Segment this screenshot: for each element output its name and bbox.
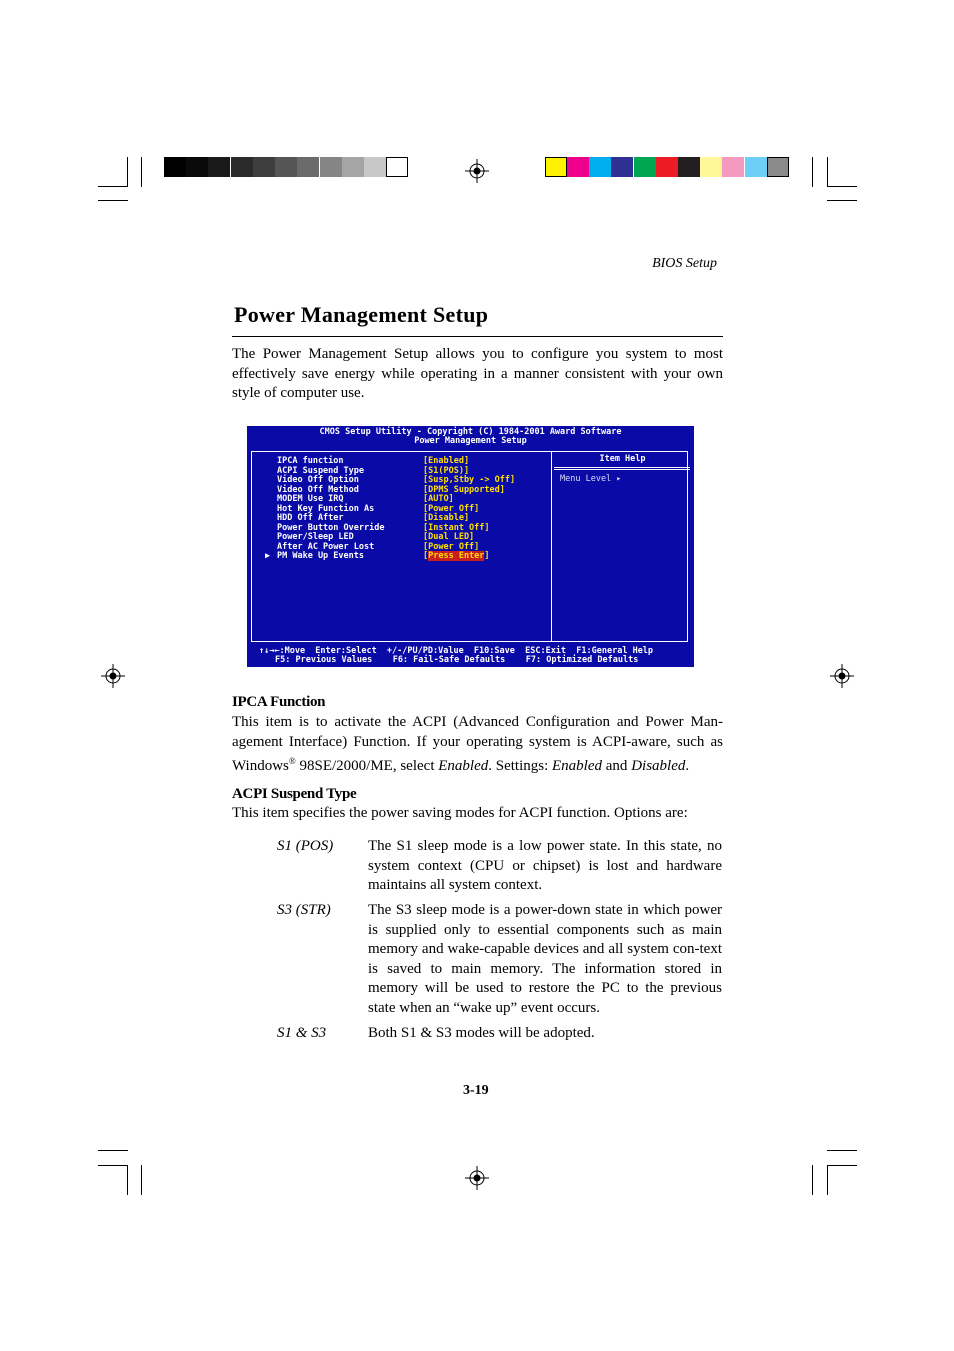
section-heading-acpi: ACPI Suspend Type — [232, 786, 357, 802]
bios-item-value[interactable]: [Enabled] — [423, 456, 470, 466]
option-term: S3 (STR) — [277, 902, 331, 918]
registration-mark-left — [101, 664, 125, 688]
bios-item-value[interactable]: [Power Off] — [423, 541, 480, 552]
running-header: BIOS Setup — [652, 256, 717, 271]
registration-mark-top — [465, 159, 489, 183]
bios-item-value-selected[interactable]: [Press Enter] — [423, 551, 490, 561]
help-rule — [554, 469, 690, 470]
ipca-enabled-setting: Enabled — [552, 758, 603, 774]
bios-item-value[interactable]: [AUTO] — [423, 494, 454, 504]
bios-item-label[interactable]: Video Off Method — [277, 484, 359, 495]
bios-panel-divider — [551, 451, 552, 642]
option-description: The S1 sleep mode is a low power state. In this state, no system context (CPU or chipset) is lost and hardware maintains all system context. — [368, 838, 722, 893]
page-number: 3-19 — [463, 1083, 489, 1098]
bios-item-label[interactable]: After AC Power Lost — [277, 541, 375, 552]
bios-item-value[interactable]: [Susp,Stby -> Off] — [423, 475, 516, 485]
page-title: Power Management Setup — [234, 302, 489, 327]
ipca-text: and — [602, 758, 632, 774]
ipca-text: 98SE/2000/ME, select — [295, 758, 439, 774]
bios-item-label[interactable]: Power Button Override — [277, 522, 385, 533]
submenu-arrow-icon: ▶ — [265, 551, 271, 561]
ipca-text: . — [685, 758, 690, 774]
selected-value-highlight[interactable]: Press Enter — [428, 551, 485, 561]
bios-item-label[interactable]: MODEM Use IRQ — [277, 494, 344, 504]
bios-header-subtitle: Power Management Setup — [414, 436, 527, 446]
option-description: Both S1 & S3 modes will be adopted. — [368, 1025, 595, 1041]
option-description: The S3 sleep mode is a power-down state in which power is supplied only to essential components such as main memory and wake-capable devices and all system con-text is saved to main memory. The information stored in memory will be used to restore the PC to the previous state when an “wake up” event occurs. — [368, 902, 722, 1016]
section-heading-ipca: IPCA Function — [232, 694, 326, 710]
bios-item-value[interactable]: [DPMS Supported] — [423, 484, 505, 495]
bios-key-legend-line2: F5: Previous Values F6: Fail-Safe Defaults F7: Optimized Defaults — [275, 655, 639, 665]
bios-screenshot — [247, 426, 694, 667]
ipca-enabled-term: Enabled — [438, 758, 489, 774]
registered-mark: ® — [288, 756, 296, 766]
option-term: S1 & S3 — [277, 1025, 327, 1041]
intro-paragraph: The Power Management Setup allows you to configure you system to most effectively save energy while operating in a manner consistent with your own style of computer use. — [232, 346, 723, 401]
menu-level-text: Menu Level ▸ — [560, 474, 622, 484]
bios-header-title: CMOS Setup Utility - Copyright (C) 1984-2001 Award Software — [319, 427, 622, 437]
ipca-paragraph — [232, 713, 723, 777]
bios-item-value[interactable]: [Dual LED] — [423, 532, 475, 542]
bios-item-value[interactable]: [S1(POS)] — [423, 465, 470, 476]
help-rule — [554, 467, 690, 468]
option-term: S1 (POS) — [277, 838, 334, 854]
title-rule — [232, 336, 723, 337]
item-help-title: Item Help — [599, 454, 646, 464]
bios-item-label[interactable]: Hot Key Function As — [277, 503, 375, 514]
bios-item-value[interactable]: [Instant Off] — [423, 522, 490, 533]
bios-item-label[interactable]: Power/Sleep LED — [277, 532, 354, 542]
bios-key-legend-line1: ↑↓→←:Move Enter:Select +/-/PU/PD:Value F10:Save ESC:Exit F1:General Help — [259, 646, 654, 656]
bios-item-label[interactable]: ACPI Suspend Type — [277, 465, 364, 476]
bios-item-label[interactable]: PM Wake Up Events — [277, 551, 364, 561]
acpi-paragraph: This item specifies the power saving modes for ACPI function. Options are: — [232, 805, 688, 821]
bios-item-value[interactable]: [Power Off] — [423, 503, 480, 514]
registration-mark-right — [830, 664, 854, 688]
bios-item-label[interactable]: HDD Off After — [277, 513, 344, 523]
ipca-text: . Settings: — [488, 758, 553, 774]
bios-item-label[interactable]: Video Off Option — [277, 475, 359, 485]
registration-mark-bottom — [465, 1166, 489, 1190]
ipca-text: This item is to activate the ACPI (Advanced Configuration and Power Man-agement Interface) Function. If your operating system is ACPI-aware, such as Windows — [232, 714, 723, 774]
ipca-disabled-setting: Disabled — [631, 758, 686, 774]
bios-item-value[interactable]: [Disable] — [423, 513, 470, 523]
bios-item-label[interactable]: IPCA function — [277, 456, 344, 466]
